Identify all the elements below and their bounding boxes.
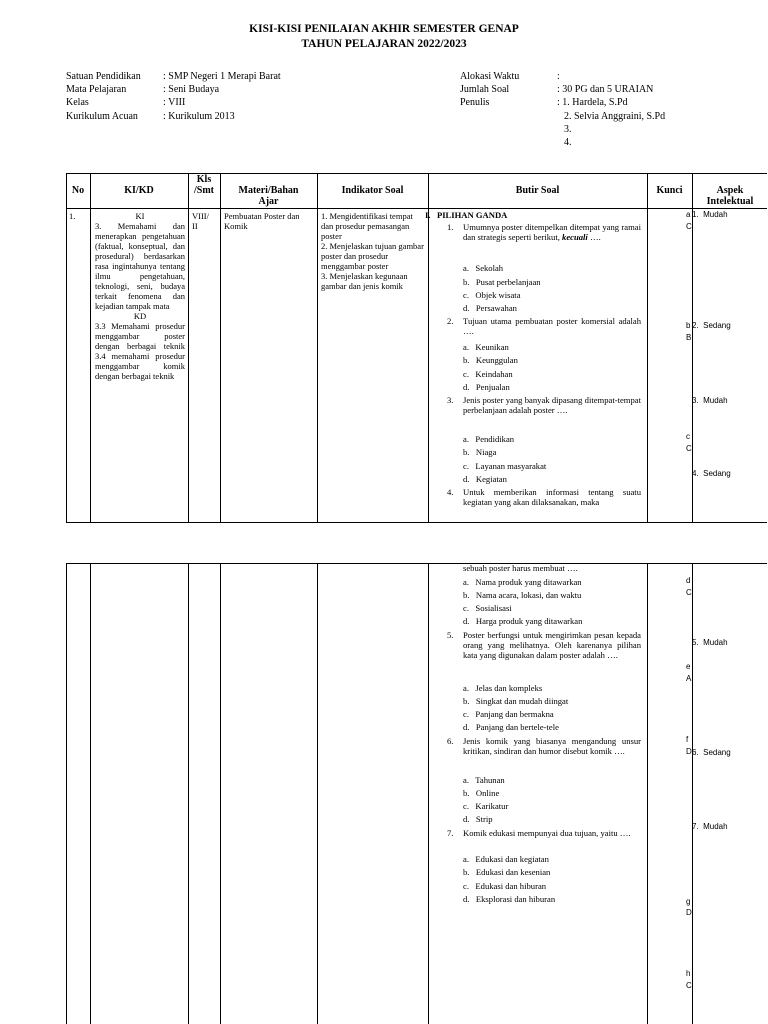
question-number: 5. (447, 630, 454, 640)
meta-value: : Kurikulum 2013 (163, 110, 235, 122)
option: d. Persawahan (463, 303, 517, 313)
kd-3-4: 3.4 memahami prosedur menggambar komik dengan berbagai teknik (95, 351, 185, 381)
option: b. Online (463, 788, 500, 798)
option: a. Keunikan (463, 342, 509, 352)
kunci-answer: D (686, 747, 692, 756)
header-materi: Materi/Bahan Ajar (238, 185, 299, 207)
kunci-answer: C (686, 588, 692, 597)
option: c. Objek wisata (463, 290, 521, 300)
option: b. Nama acara, lokasi, dan waktu (463, 590, 582, 600)
option: b. Singkat dan mudah diingat (463, 696, 569, 706)
option: a. Edukasi dan kegiatan (463, 854, 549, 864)
meta-value: : VIII (163, 97, 186, 109)
question-number: 6. (447, 736, 454, 746)
header-kls-smt: Kls /Smt (194, 174, 214, 196)
meta-label: Penulis (460, 97, 490, 109)
option: d. Strip (463, 814, 493, 824)
question-text: Untuk memberikan informasi tentang suatu kegiatan yang akan dilaksanakan, maka (463, 487, 641, 507)
question-number: 3. (447, 395, 454, 405)
aspek-item: 1. Mudah (692, 210, 728, 219)
meta-right-extra (564, 110, 665, 150)
option: b. Niaga (463, 447, 497, 457)
option: c. Panjang dan bermakna (463, 709, 554, 719)
option: b. Pusat perbelanjaan (463, 277, 541, 287)
option: c. Keindahan (463, 369, 513, 379)
section-title: I. PILIHAN GANDA (425, 210, 508, 220)
aspek-item: 4. Sedang (692, 469, 731, 478)
aspek-item: 2. Sedang (692, 321, 731, 330)
kunci-number: b (686, 321, 691, 330)
question-text: Jenis komik yang biasanya mengandung unsur kritikan, sindiran dan humor disebut komik …. (463, 736, 641, 756)
option: d. Eksplorasi dan hiburan (463, 894, 556, 904)
header-ki-kd: KI/KD (124, 185, 154, 196)
meta-right-labels (460, 70, 519, 110)
aspek-item: 6. Sedang (692, 748, 731, 757)
document-title: KISI-KISI PENILAIAN AKHIR SEMESTER GENAP (249, 23, 519, 35)
question-number: 1. (447, 222, 454, 232)
option: c. Sosialisasi (463, 603, 512, 613)
row-no: 1. (69, 211, 76, 221)
option: d. Harga produk yang ditawarkan (463, 616, 583, 626)
kunci-number: c (686, 432, 690, 441)
ki-kd-cell (95, 211, 185, 381)
option: c. Edukasi dan hiburan (463, 881, 547, 891)
meta-value: : 30 PG dan 5 URAIAN (557, 84, 654, 96)
meta-label: Mata Pelajaran (66, 84, 127, 96)
option: a. Tahunan (463, 775, 505, 785)
question-stem: Umumnya poster ditempelkan ditempat yang ramai dan strategis seperti berikut, (463, 222, 641, 242)
kd-title: KD (133, 311, 147, 321)
meta-label: Jumlah Soal (460, 84, 510, 96)
kls-smt-cell: VIII/ II (192, 211, 209, 231)
meta-label: Satuan Pendidikan (66, 71, 141, 82)
kunci-number: f (686, 735, 689, 744)
option: c. Layanan masyarakat (463, 461, 547, 471)
meta-left-values (163, 70, 281, 123)
meta-label: Alokasi Waktu (460, 71, 520, 82)
question-number: 7. (447, 828, 454, 838)
kunci-answer: B (686, 333, 692, 342)
question-text: Komik edukasi mempunyai dua tujuan, yaitu …. (463, 828, 631, 838)
aspek-item: 7. Mudah (692, 822, 728, 831)
option: b. Keunggulan (463, 355, 518, 365)
kunci-number: e (686, 662, 691, 671)
kunci-answer: A (686, 674, 692, 683)
kunci-answer: D (686, 908, 692, 917)
option: a. Pendidikan (463, 434, 515, 444)
meta-value: : 1. Hardela, S.Pd (557, 97, 628, 109)
question-number: 4. (447, 487, 454, 497)
materi-cell: Pembuatan Poster dan Komik (224, 211, 300, 231)
author-line: 4. (564, 137, 572, 148)
question-emphasis: kecuali (562, 232, 588, 242)
indikator-cell: 1. Mengidentifikasi tempat dan prosedur pemasangan poster 2. Menjelaskan tujuan gambar poster dan prosedur menggambar poster 3. Menjelaskan kegunaan gambar dan jenis komik (321, 211, 424, 291)
question-text: Jenis poster yang banyak dipasang ditempat-tempat perbelanjaan adalah poster …. (463, 395, 641, 415)
option: d. Kegiatan (463, 474, 507, 484)
meta-value: : (557, 71, 560, 82)
kd-3-3: 3.3 Memahami prosedur menggambar poster dengan berbagai teknik (95, 321, 185, 351)
document-subtitle: TAHUN PELAJARAN 2022/2023 (301, 38, 467, 50)
meta-label: Kelas (66, 97, 89, 109)
author-line: 2. Selvia Anggraini, S.Pd (564, 110, 666, 122)
header-aspek-intelektual: Aspek Intelektual (706, 185, 754, 207)
option: b. Edukasi dan kesenian (463, 867, 551, 877)
question-number: 2. (447, 316, 454, 326)
meta-value: : SMP Negeri 1 Merapi Barat (163, 71, 281, 82)
question-text: sebuah poster harus membuat …. (463, 563, 578, 573)
question-text (463, 222, 641, 242)
aspek-item: 3. Mudah (692, 396, 728, 405)
kunci-number: a (686, 210, 691, 219)
question-text: Poster berfungsi untuk mengirimkan pesan kepada orang yang melihatnya. Oleh karenanya pilihan kata yang digunakan dalam poster adalah …. (463, 630, 641, 660)
header-butir-soal: Butir Soal (515, 185, 560, 196)
kunci-number: g (686, 897, 691, 906)
header-kunci: Kunci (656, 185, 683, 196)
meta-label: Kurikulum Acuan (66, 110, 138, 122)
aspek-item: 5. Mudah (692, 638, 728, 647)
kunci-answer: C (686, 444, 692, 453)
header-indikator: Indikator Soal (341, 185, 404, 196)
question-text: Tujuan utama pembuatan poster komersial adalah …. (463, 316, 641, 336)
header-no: No (71, 185, 85, 196)
option: c. Karikatur (463, 801, 509, 811)
option: a. Nama produk yang ditawarkan (463, 577, 582, 587)
kunci-answer: C (686, 222, 692, 231)
meta-left-labels (66, 70, 141, 123)
ki-text: 3. Memahami dan menerapkan pengetahuan (faktual, konseptual, dan prosedural) berdasarkan rasa ingintahunya tentang ilmu pengetahuan, teknologi, seni, budaya terkait fenomena dan kejadian tampak mata (95, 221, 185, 311)
option: d. Penjualan (463, 382, 510, 392)
author-line: 3. (564, 123, 572, 135)
option: d. Panjang dan bertele-tele (463, 722, 559, 732)
kunci-answer: C (686, 981, 692, 990)
option: a. Sekolah (463, 263, 504, 273)
question-tail: …. (587, 232, 601, 242)
meta-right-values (557, 70, 653, 110)
ki-title: KI (135, 211, 145, 221)
option: a. Jelas dan kompleks (463, 683, 543, 693)
meta-value: : Seni Budaya (163, 84, 220, 96)
kunci-number: h (686, 969, 691, 978)
kunci-number: d (686, 576, 691, 585)
